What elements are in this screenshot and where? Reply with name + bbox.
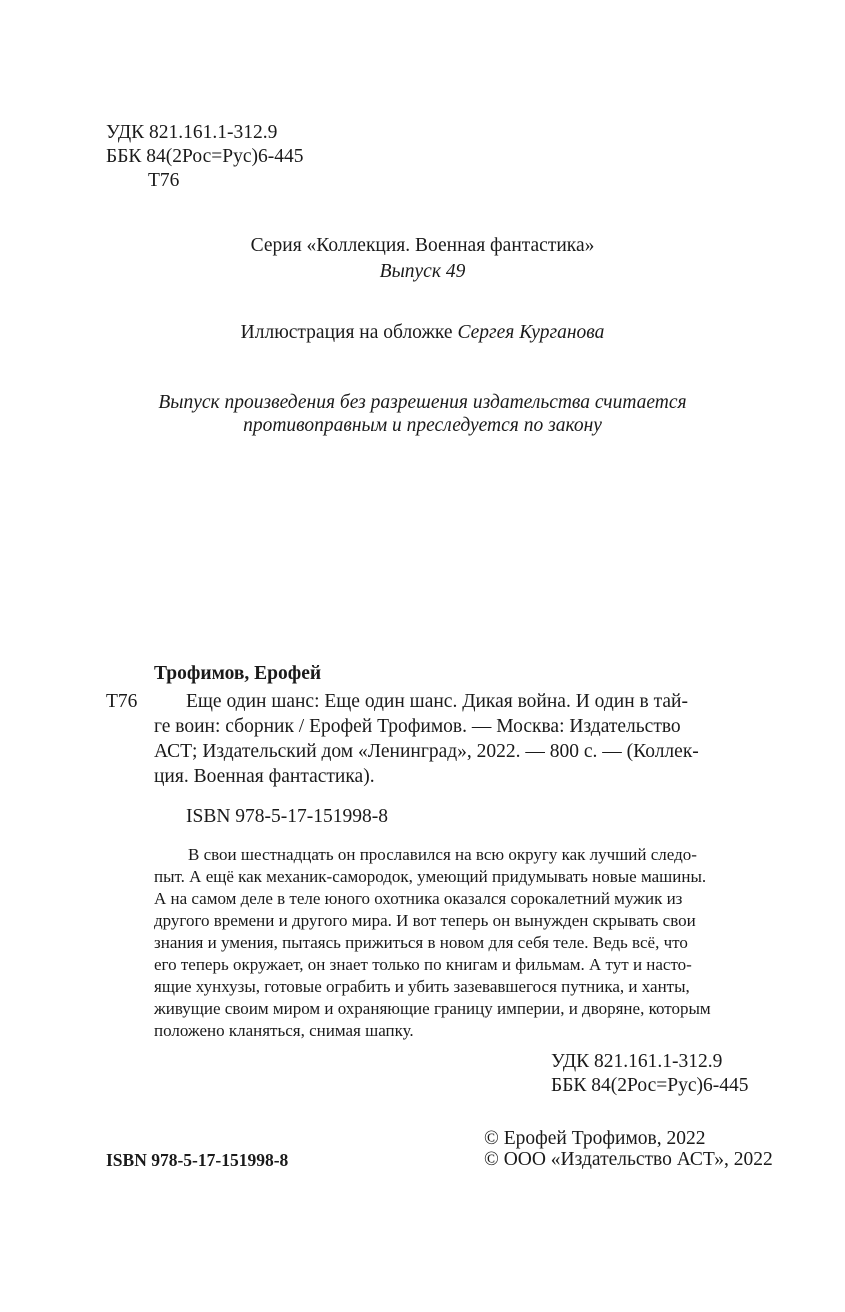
catalog-description-line: АСТ; Издательский дом «Ленинград», 2022. — 800 с. — (Коллек- [154,741,699,762]
copyright-notice-line-2: противоправным и преследуется по закону [243,415,602,436]
copyright-author: © Ерофей Трофимов, 2022 [484,1128,706,1149]
catalog-isbn: ISBN 978-5-17-151998-8 [186,806,389,827]
illustration-prefix: Иллюстрация на обложке [240,322,458,343]
copyright-notice-line-1: Выпуск произведения без разрешения издательства считается [158,392,687,413]
annotation-line: живущие своим миром и охраняющие границу империи, и дворяне, которым [154,999,711,1018]
catalog-description-line: ция. Военная фантастика). [154,766,375,787]
catalog-sign: Т76 [106,691,138,712]
annotation-line: другого времени и другого мира. И вот теперь он вынужден скрывать свои [154,911,696,930]
series-issue: Выпуск 49 [379,261,466,282]
annotation-line: его теперь окружает, он знает только по книгам и фильмам. А тут и насто- [154,955,692,974]
footer-udk-code: УДК 821.161.1-312.9 [551,1051,723,1072]
annotation-line: А на самом деле в теле юного охотника оказался сорокалетний мужик из [154,889,683,908]
author-sign: Т76 [148,170,180,191]
catalog-description-line: ге воин: сборник / Ерофей Трофимов. — Москва: Издательство [154,716,681,737]
illustration-credit [0,321,845,345]
footer-bbk-code: ББК 84(2Рос=Рус)6-445 [551,1075,749,1096]
illustration-artist: Сергея Курганова [457,322,605,343]
annotation-line: положено кланяться, снимая шапку. [154,1021,414,1040]
bbk-code: ББК 84(2Рос=Рус)6-445 [106,146,304,167]
annotation-line: знания и умения, пытаясь прижиться в новом для себя теле. Ведь всё, что [154,933,688,952]
series-line: Серия «Коллекция. Военная фантастика» [250,235,595,256]
footer-isbn: ISBN 978-5-17-151998-8 [106,1150,289,1170]
udk-code: УДК 821.161.1-312.9 [106,122,278,143]
copyright-publisher: © ООО «Издательство АСТ», 2022 [484,1149,773,1170]
catalog-author-heading: Трофимов, Ерофей [154,663,322,684]
annotation-line: ящие хунхузы, готовые ограбить и убить зазевавшегося путника, и ханты, [154,977,690,996]
catalog-description-line: Еще один шанс: Еще один шанс. Дикая война. И один в тай- [186,691,688,712]
annotation-line: пыт. А ещё как механик-самородок, умеющий придумывать новые машины. [154,867,707,886]
annotation-line: В свои шестнадцать он прославился на всю округу как лучший следо- [188,845,697,864]
